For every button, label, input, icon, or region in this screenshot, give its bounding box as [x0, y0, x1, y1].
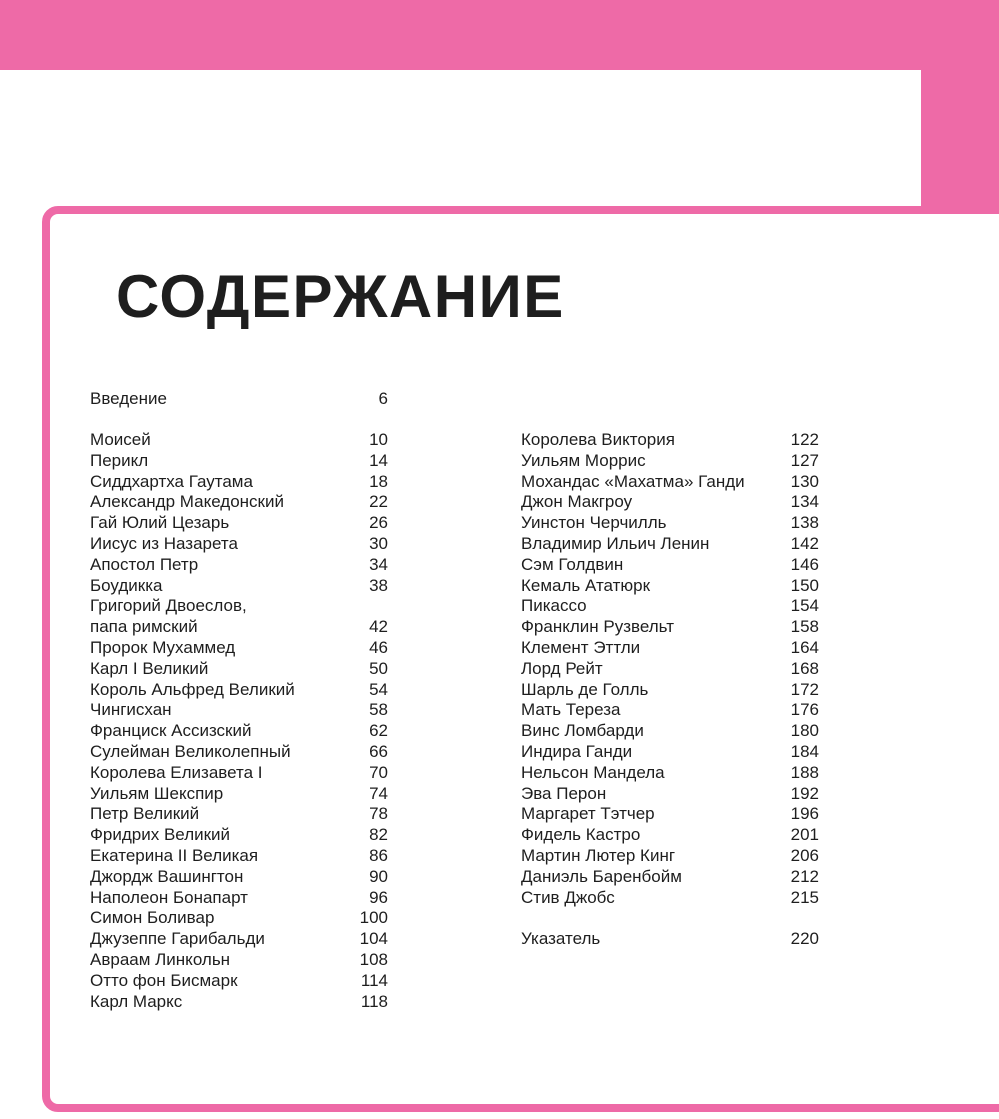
toc-entry-label: Лорд Рейт: [521, 658, 603, 678]
toc-entry-page: 86: [369, 845, 388, 865]
toc-intro: [90, 389, 388, 410]
toc-entry-label: Петр Великий: [90, 804, 200, 824]
toc-entry[interactable]: [521, 534, 819, 555]
toc-entry-label: Королева Елизавета I: [90, 762, 263, 782]
toc-entry-label: Даниэль Баренбойм: [521, 866, 682, 886]
toc-entry-page: 172: [790, 679, 819, 699]
toc-entry[interactable]: [90, 908, 388, 929]
toc-entry-label: Владимир Ильич Ленин: [521, 533, 710, 553]
toc-entry-page: 114: [360, 970, 388, 990]
toc-entry[interactable]: [521, 472, 819, 493]
toc-entry-page: 122: [790, 430, 819, 449]
toc-entry[interactable]: [521, 680, 819, 701]
toc-entry-label: Фидель Кастро: [521, 825, 641, 845]
toc-right-column: [521, 430, 819, 908]
toc-entry-label: Джордж Вашингтон: [90, 866, 244, 886]
toc-entry[interactable]: [90, 929, 388, 950]
toc-entry-label: Карл Маркс: [90, 991, 183, 1011]
toc-entry[interactable]: [521, 763, 819, 784]
toc-entry[interactable]: [521, 804, 819, 825]
toc-entry-label: Боудикка: [90, 575, 163, 595]
toc-entry-label: Григорий Двоеслов,: [90, 596, 247, 616]
toc-entry-page: 90: [369, 866, 388, 886]
toc-entry[interactable]: [521, 784, 819, 805]
toc-entry-page: 142: [790, 533, 819, 553]
toc-entry-page: 26: [369, 513, 388, 533]
toc-entry-page: 74: [369, 783, 388, 803]
toc-entry-label: Франклин Рузвельт: [521, 617, 674, 637]
top-decorative-band: [0, 0, 999, 70]
toc-entry-page: 118: [360, 991, 388, 1011]
toc-entry-page: 62: [369, 721, 388, 741]
toc-entry[interactable]: [90, 638, 388, 659]
toc-entry[interactable]: [90, 659, 388, 680]
toc-entry-page: 96: [369, 887, 388, 907]
toc-entry[interactable]: [90, 576, 388, 597]
toc-entry-page: 158: [790, 617, 819, 637]
toc-entry-label: Александр Македонский: [90, 492, 284, 512]
toc-entry[interactable]: [90, 784, 388, 805]
toc-entry-label: Джузеппе Гарибальди: [90, 929, 265, 949]
toc-entry-label: Апостол Петр: [90, 554, 199, 574]
toc-entry[interactable]: [521, 430, 819, 451]
toc-entry-label: Екатерина II Великая: [90, 845, 259, 865]
toc-entry-page: 22: [369, 492, 388, 512]
toc-entry-label: Эва Перон: [521, 783, 607, 803]
toc-entry[interactable]: [90, 992, 388, 1013]
toc-entry-label: Нельсон Мандела: [521, 762, 665, 782]
toc-entry-intro[interactable]: [90, 389, 388, 410]
toc-entry[interactable]: [521, 742, 819, 763]
toc-entry-label: Чингисхан: [90, 700, 172, 720]
toc-entry[interactable]: [90, 742, 388, 763]
toc-entry-page: 176: [790, 700, 819, 720]
toc-entry-label: Указатель: [521, 929, 601, 948]
toc-entry-page: 146: [790, 554, 819, 574]
toc-entry[interactable]: [90, 534, 388, 555]
toc-entry[interactable]: [90, 596, 388, 617]
toc-entry[interactable]: [90, 513, 388, 534]
toc-entry-label: Джон Макгроу: [521, 492, 633, 512]
toc-entry-label: Шарль де Голль: [521, 679, 649, 699]
toc-entry-page: 201: [790, 825, 819, 845]
toc-entry-label: Отто фон Бисмарк: [90, 970, 238, 990]
toc-entry-page: 168: [790, 658, 819, 678]
toc-entry[interactable]: [90, 430, 388, 451]
toc-entry-page: 54: [369, 679, 388, 699]
toc-entry-page: 215: [790, 887, 819, 907]
toc-entry-page: 220: [790, 929, 819, 948]
toc-entry[interactable]: [521, 492, 819, 513]
toc-entry[interactable]: [521, 638, 819, 659]
toc-entry-page: 30: [369, 533, 388, 553]
toc-entry-page: 134: [790, 492, 819, 512]
toc-entry[interactable]: [521, 888, 819, 909]
page-title: СОДЕРЖАНИЕ: [116, 263, 565, 330]
toc-entry-page: 34: [369, 554, 388, 574]
toc-entry[interactable]: [90, 950, 388, 971]
toc-entry-page: 138: [790, 513, 819, 533]
toc-entry-label: Кемаль Ататюрк: [521, 575, 651, 595]
toc-entry-page: 42: [369, 617, 388, 637]
toc-entry-label: Мохандас «Махатма» Ганди: [521, 471, 745, 491]
toc-entry[interactable]: [521, 451, 819, 472]
toc-entry-page: 46: [369, 637, 388, 657]
toc-entry-page: 127: [790, 450, 819, 470]
toc-entry-label: Фридрих Великий: [90, 825, 231, 845]
toc-entry-label: Мартин Лютер Кинг: [521, 845, 676, 865]
toc-entry-page: 212: [790, 866, 819, 886]
toc-entry[interactable]: [90, 804, 388, 825]
toc-entry-page: 10: [369, 430, 388, 449]
toc-entry-index[interactable]: [521, 929, 819, 950]
toc-entry[interactable]: [90, 867, 388, 888]
toc-entry-page: 196: [790, 804, 819, 824]
toc-entry-label: Король Альфред Великий: [90, 679, 295, 699]
toc-entry-page: 14: [369, 450, 388, 470]
toc-entry[interactable]: [90, 492, 388, 513]
toc-entry-page: 150: [790, 575, 819, 595]
toc-entry[interactable]: [521, 721, 819, 742]
right-decorative-band: [921, 0, 999, 214]
toc-entry[interactable]: [521, 513, 819, 534]
toc-entry-label: Пророк Мухаммед: [90, 637, 236, 657]
toc-entry-label: Гай Юлий Цезарь: [90, 513, 230, 533]
toc-entry-label: Перикл: [90, 450, 149, 470]
toc-entry[interactable]: [90, 472, 388, 493]
toc-entry[interactable]: [521, 596, 819, 617]
toc-index: [521, 929, 819, 950]
toc-entry-page: 78: [369, 804, 388, 824]
toc-entry-label: Маргарет Тэтчер: [521, 804, 655, 824]
toc-entry-label: Стив Джобс: [521, 887, 615, 907]
toc-entry-label: Наполеон Бонапарт: [90, 887, 248, 907]
toc-entry[interactable]: [90, 680, 388, 701]
toc-entry-page: 184: [790, 741, 819, 761]
toc-entry[interactable]: [90, 700, 388, 721]
toc-entry-label: Иисус из Назарета: [90, 533, 238, 553]
toc-entry-page: 6: [378, 389, 388, 408]
toc-entry-label: Уильям Моррис: [521, 450, 646, 470]
toc-entry-label: Уинстон Черчилль: [521, 513, 667, 533]
toc-entry-page: 50: [369, 658, 388, 678]
toc-entry-page: 108: [359, 949, 388, 969]
toc-entry-page: 192: [790, 783, 819, 803]
toc-entry-label: Авраам Линкольн: [90, 949, 231, 969]
toc-entry[interactable]: [90, 846, 388, 867]
toc-entry-label: Сулейман Великолепный: [90, 741, 291, 761]
toc-entry-page: 82: [369, 825, 388, 845]
toc-entry-label: Франциск Ассизский: [90, 721, 252, 741]
toc-entry-label: Индира Ганди: [521, 741, 633, 761]
toc-entry-label: Уильям Шекспир: [90, 783, 224, 803]
toc-entry-page: 58: [369, 700, 388, 720]
toc-entry-page: 180: [790, 721, 819, 741]
toc-entry[interactable]: [521, 867, 819, 888]
toc-entry[interactable]: [90, 971, 388, 992]
toc-entry-label: Сэм Голдвин: [521, 554, 624, 574]
toc-entry-page: 18: [369, 471, 388, 491]
toc-entry-label: папа римский: [90, 617, 198, 637]
toc-entry-label: Пикассо: [521, 596, 587, 616]
toc-left-column: [90, 430, 388, 1012]
toc-entry[interactable]: [521, 659, 819, 680]
toc-entry-label: Клемент Эттли: [521, 637, 641, 657]
toc-entry-label: Введение: [90, 389, 167, 408]
toc-entry-label: Мать Тереза: [521, 700, 621, 720]
toc-entry[interactable]: [521, 846, 819, 867]
toc-entry[interactable]: [90, 721, 388, 742]
toc-entry-page: 154: [790, 596, 819, 616]
toc-entry-page: 70: [369, 762, 388, 782]
toc-entry-page: 66: [369, 741, 388, 761]
toc-entry[interactable]: [90, 617, 388, 638]
toc-entry-page: 188: [790, 762, 819, 782]
toc-entry[interactable]: [90, 763, 388, 784]
toc-entry-page: 104: [359, 929, 388, 949]
toc-entry-label: Винс Ломбарди: [521, 721, 644, 741]
toc-entry-label: Моисей: [90, 430, 151, 449]
toc-entry[interactable]: [521, 825, 819, 846]
toc-entry-page: 100: [359, 908, 388, 928]
toc-entry[interactable]: [90, 451, 388, 472]
toc-entry[interactable]: [521, 617, 819, 638]
toc-entry-label: Сиддхартха Гаутама: [90, 471, 253, 491]
toc-entry-page: 38: [369, 575, 388, 595]
toc-entry-label: Карл I Великий: [90, 658, 209, 678]
toc-entry[interactable]: [521, 700, 819, 721]
toc-entry[interactable]: [521, 576, 819, 597]
toc-entry-label: Симон Боливар: [90, 908, 215, 928]
toc-entry-page: 164: [790, 637, 819, 657]
toc-entry[interactable]: [90, 555, 388, 576]
toc-entry[interactable]: [90, 825, 388, 846]
toc-entry-page: 206: [790, 845, 819, 865]
toc-entry-page: 130: [790, 471, 819, 491]
toc-entry-label: Королева Виктория: [521, 430, 675, 449]
toc-entry[interactable]: [521, 555, 819, 576]
toc-entry[interactable]: [90, 888, 388, 909]
